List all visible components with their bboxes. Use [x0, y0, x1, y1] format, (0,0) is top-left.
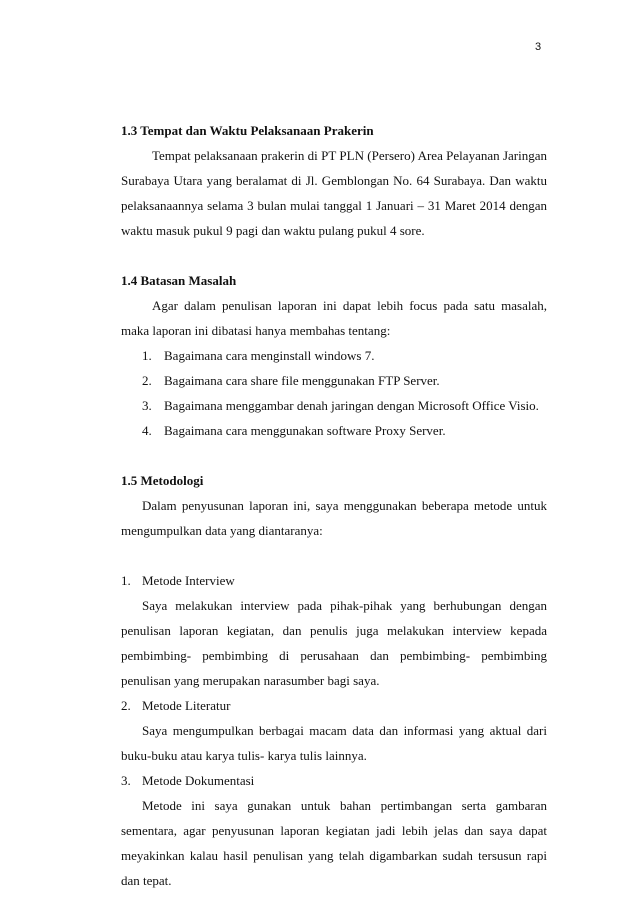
- list-number: 4.: [142, 423, 152, 438]
- method-item: [121, 768, 547, 893]
- section-tempat: [121, 118, 547, 243]
- section-batasan: [121, 268, 547, 443]
- section-paragraph: Dalam penyusunan laporan ini, saya menggunakan beberapa metode untuk mengumpulkan data yang diantaranya:: [121, 498, 547, 538]
- document-body: [121, 118, 547, 893]
- method-paragraph: Metode ini saya gunakan untuk bahan pertimbangan serta gambaran sementara, agar penyusunan laporan kegiatan jadi lebih jelas dan saya dapat meyakinkan kalau hasil penulisan yang telah digambarkan sudah tersusun rapi dan tepat.: [121, 798, 547, 888]
- list-text: Bagaimana menggambar denah jaringan dengan Microsoft Office Visio.: [164, 398, 539, 413]
- method-title: Metode Dokumentasi: [142, 773, 255, 788]
- section-heading: 1.4 Batasan Masalah: [121, 273, 237, 288]
- section-heading: 1.5 Metodologi: [121, 473, 204, 488]
- list-item: [142, 368, 547, 393]
- section-metodologi: [121, 468, 547, 893]
- page-number: 3: [535, 41, 542, 53]
- section-heading: 1.3 Tempat dan Waktu Pelaksanaan Prakerin: [121, 123, 374, 138]
- method-paragraph: Saya melakukan interview pada pihak-pihak yang berhubungan dengan penulisan laporan kegiatan, dan penulis juga melakukan interview kepada pembimbing- pembimbing di perusahaan dan pembimbing- pembimbing penulisan yang merupakan narasumber bagi saya.: [121, 598, 547, 688]
- method-item: [121, 693, 547, 768]
- method-item: [121, 568, 547, 693]
- list-item: [142, 343, 547, 368]
- method-title: Metode Interview: [142, 573, 235, 588]
- method-number: 1.: [121, 573, 131, 588]
- list-number: 2.: [142, 373, 152, 388]
- list-text: Bagaimana cara menggunakan software Proxy Server.: [164, 423, 446, 438]
- section-paragraph: Tempat pelaksanaan prakerin di PT PLN (Persero) Area Pelayanan Jaringan Surabaya Utara yang beralamat di Jl. Gemblongan No. 64 Surabaya. Dan waktu pelaksanaannya selama 3 bulan mulai tanggal 1 Januari – 31 Maret 2014 dengan waktu masuk pukul 9 pagi dan waktu pulang pukul 4 sore.: [121, 148, 547, 238]
- list-number: 1.: [142, 348, 152, 363]
- list-item: [142, 418, 547, 443]
- method-number: 2.: [121, 698, 131, 713]
- problem-list: [121, 343, 547, 443]
- method-title: Metode Literatur: [142, 698, 231, 713]
- section-paragraph: Agar dalam penulisan laporan ini dapat lebih focus pada satu masalah, maka laporan ini dibatasi hanya membahas tentang:: [121, 298, 547, 338]
- list-text: Bagaimana cara menginstall windows 7.: [164, 348, 375, 363]
- list-text: Bagaimana cara share file menggunakan FTP Server.: [164, 373, 440, 388]
- list-number: 3.: [142, 398, 152, 413]
- method-paragraph: Saya mengumpulkan berbagai macam data dan informasi yang aktual dari buku-buku atau karya tulis- karya tulis lainnya.: [121, 723, 547, 763]
- method-number: 3.: [121, 773, 131, 788]
- list-item: [142, 393, 547, 418]
